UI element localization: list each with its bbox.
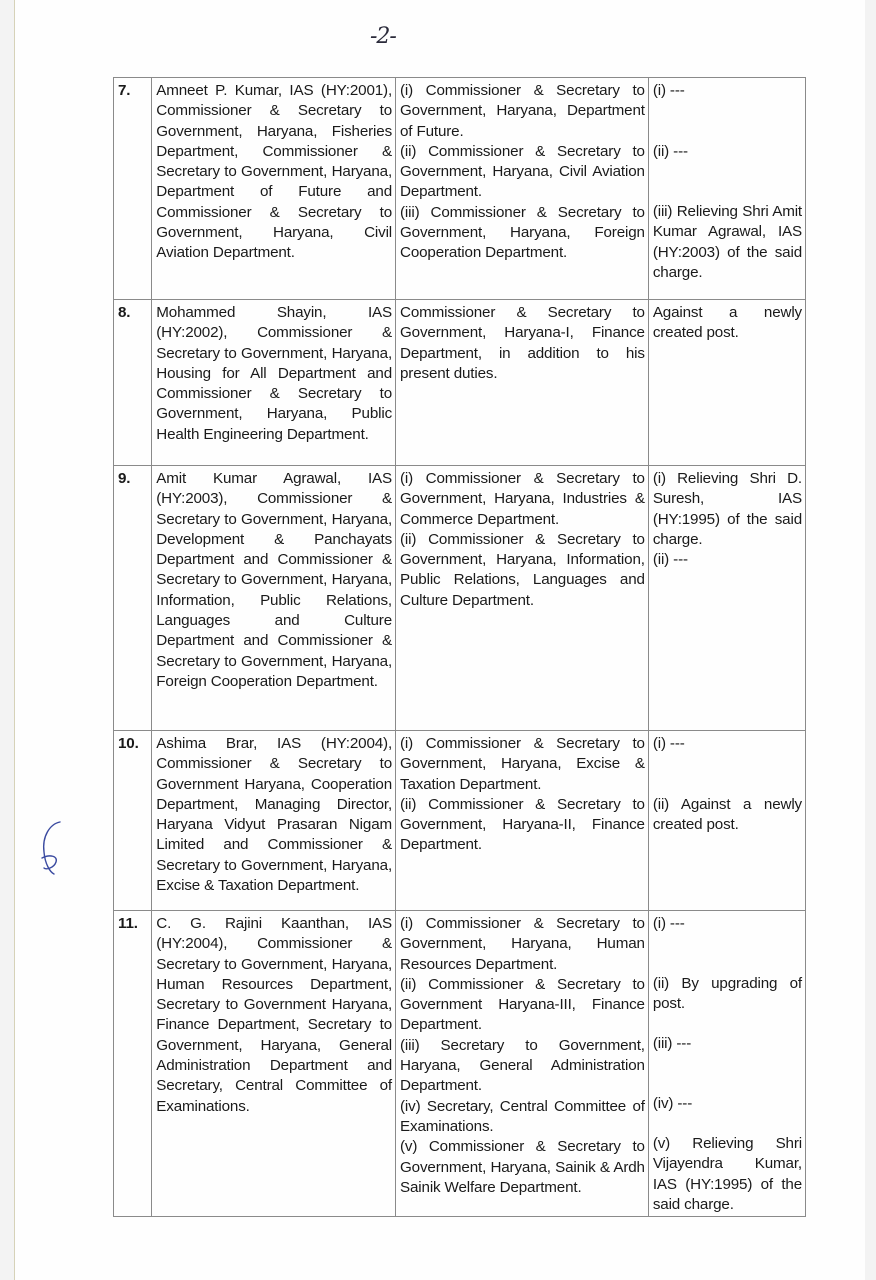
remark-item: (i) --- bbox=[652, 82, 685, 99]
new-posting bbox=[396, 78, 649, 300]
posting-item: (i) Commissioner & Secretary to Government, Haryana, Department of Future. bbox=[400, 82, 645, 140]
posting-item: (iv) Secretary, Central Committee of Examinations. bbox=[400, 1097, 645, 1135]
serial-number: 8. bbox=[114, 300, 152, 466]
new-posting bbox=[396, 300, 649, 466]
remarks bbox=[648, 78, 805, 300]
remark-item: (ii) By upgrading of post. bbox=[652, 975, 802, 1013]
remark-item: (ii) Against a newly created post. bbox=[652, 796, 802, 834]
remarks bbox=[648, 300, 805, 466]
remark-item: (v) Relieving Shri Vijayendra Kumar, IAS (HY:1995) of the said charge. bbox=[652, 1135, 802, 1213]
posting-item: (i) Commissioner & Secretary to Government, Haryana, Industries & Commerce Department. bbox=[400, 470, 645, 528]
serial-number: 7. bbox=[114, 78, 152, 300]
remarks bbox=[648, 731, 805, 911]
posting-item: (iii) Secretary to Government, Haryana, General Administration Department. bbox=[400, 1036, 645, 1095]
remarks bbox=[648, 466, 805, 731]
handwritten-initial-mark bbox=[36, 818, 70, 878]
posting-item: (ii) Commissioner & Secretary to Government Haryana-III, Finance Department. bbox=[400, 975, 645, 1034]
remark-item: (iii) --- bbox=[652, 1035, 692, 1052]
posting-item: (i) Commissioner & Secretary to Government, Haryana, Human Resources Department. bbox=[400, 915, 645, 973]
posting-item: (v) Commissioner & Secretary to Government, Haryana, Sainik & Ardh Sainik Welfare Department. bbox=[400, 1138, 645, 1196]
posting-item: (iii) Commissioner & Secretary to Government, Haryana, Foreign Cooperation Department. bbox=[400, 203, 645, 262]
posting-item: Commissioner & Secretary to Government, Haryana-I, Finance Department, in addition to his present duties. bbox=[400, 304, 645, 382]
serial-number: 10. bbox=[114, 731, 152, 911]
remark-item: (iv) --- bbox=[652, 1095, 693, 1112]
posting-item: (i) Commissioner & Secretary to Government, Haryana, Excise & Taxation Department. bbox=[400, 735, 645, 793]
officer-details: C. G. Rajini Kaanthan, IAS (HY:2004), Commissioner & Secretary to Government, Haryana, Human Resources Department, Secretary to Government Haryana, Finance Department, Secretary to Government, Haryana, General Administration Department and Secretary, Central Committee of Examinations. bbox=[152, 911, 396, 1217]
posting-item: (ii) Commissioner & Secretary to Government, Haryana-II, Finance Department. bbox=[400, 795, 645, 854]
officer-details: Amit Kumar Agrawal, IAS (HY:2003), Commissioner & Secretary to Government, Haryana, Development & Panchayats Department and Commissioner & Secretary to Government, Haryana, Information, Public Relations, Languages and Culture Department and Commissioner & Secretary to Government, Haryana, Foreign Cooperation Department. bbox=[152, 466, 396, 731]
new-posting bbox=[396, 466, 649, 731]
table-row bbox=[114, 78, 806, 300]
officer-details: Ashima Brar, IAS (HY:2004), Commissioner & Secretary to Government Haryana, Cooperation Department, Managing Director, Haryana Vidyut Prasaran Nigam Limited and Commissioner & Secretary to Government, Haryana, Excise & Taxation Department. bbox=[152, 731, 396, 911]
remark-item: Against a newly created post. bbox=[652, 304, 802, 342]
remark-item: (i) Relieving Shri D. Suresh, IAS (HY:1995) of the said charge. bbox=[652, 470, 802, 548]
table-row bbox=[114, 300, 806, 466]
officer-details: Amneet P. Kumar, IAS (HY:2001), Commissioner & Secretary to Government, Haryana, Fisheries Department, Commissioner & Secretary to Government, Haryana, Department of Future and Commissioner & Secretary to Government, Haryana, Civil Aviation Department. bbox=[152, 78, 396, 300]
remark-item: (i) --- bbox=[652, 915, 685, 932]
posting-item: (ii) Commissioner & Secretary to Government, Haryana, Information, Public Relations, Languages and Culture Department. bbox=[400, 530, 645, 609]
transfer-orders-table bbox=[113, 77, 806, 1217]
table-row bbox=[114, 731, 806, 911]
page-number: -2- bbox=[370, 24, 396, 49]
remark-item: (ii) --- bbox=[652, 143, 688, 160]
table-row bbox=[114, 911, 806, 1217]
posting-item: (ii) Commissioner & Secretary to Government, Haryana, Civil Aviation Department. bbox=[400, 142, 645, 201]
serial-number: 11. bbox=[114, 911, 152, 1217]
remarks bbox=[648, 911, 805, 1217]
table-row bbox=[114, 466, 806, 731]
new-posting bbox=[396, 731, 649, 911]
new-posting bbox=[396, 911, 649, 1217]
officer-details: Mohammed Shayin, IAS (HY:2002), Commissioner & Secretary to Government, Haryana, Housing for All Department and Commissioner & Secretary to Government, Haryana, Public Health Engineering Department. bbox=[152, 300, 396, 466]
serial-number: 9. bbox=[114, 466, 152, 731]
remark-item: (ii) --- bbox=[652, 551, 688, 569]
remark-item: (i) --- bbox=[652, 735, 685, 752]
remark-item: (iii) Relieving Shri Amit Kumar Agrawal, IAS (HY:2003) of the said charge. bbox=[652, 203, 802, 281]
